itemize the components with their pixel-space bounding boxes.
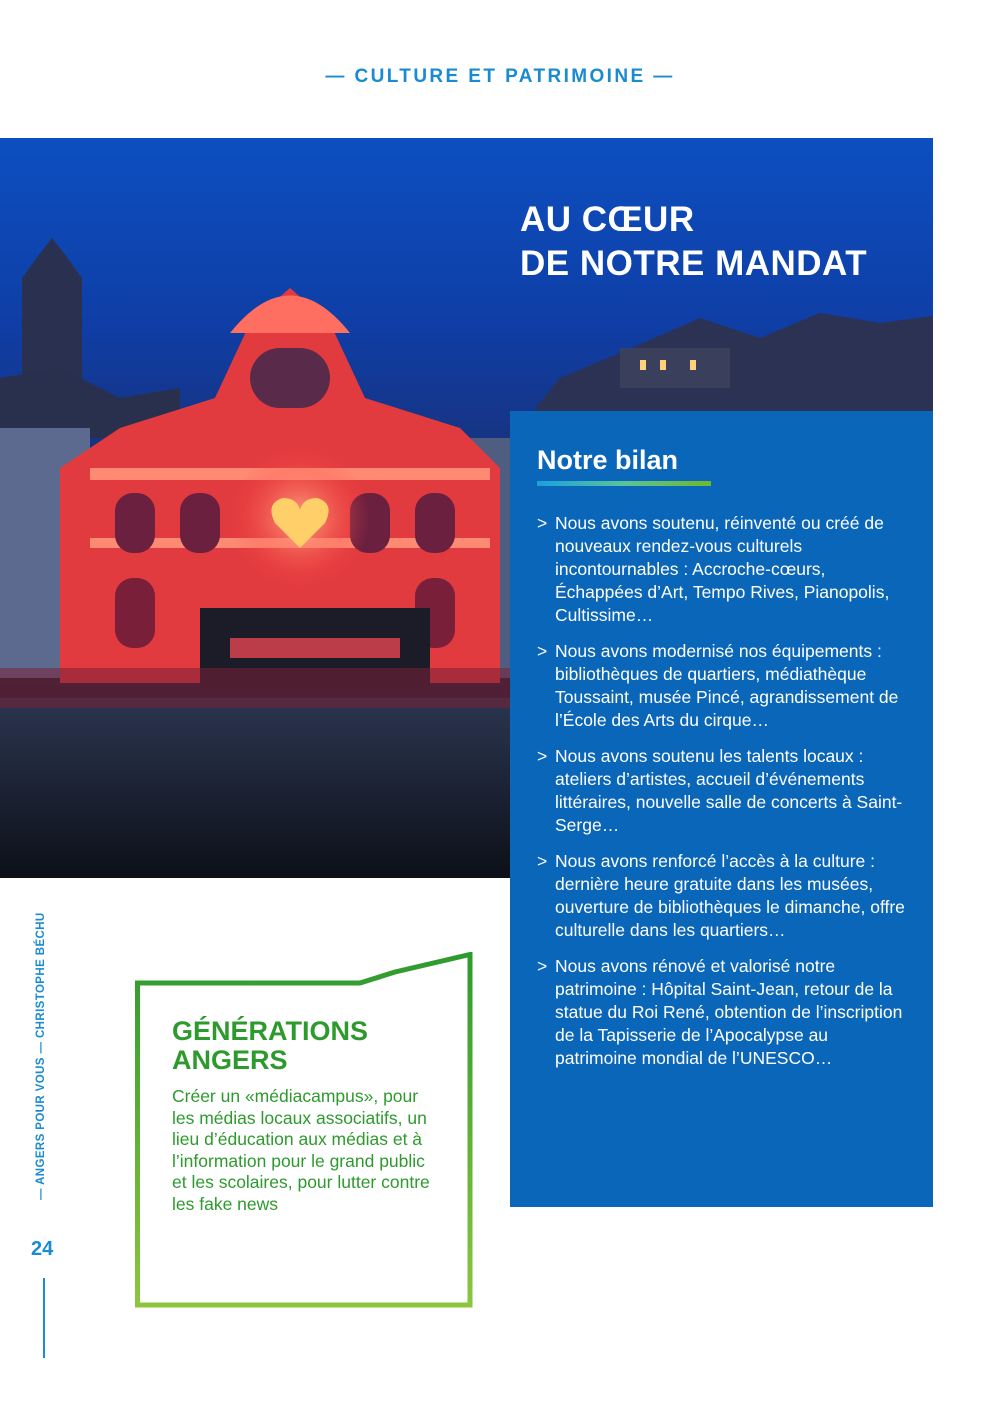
bilan-item: > Nous avons rénové et valorisé notre patrimoine : Hôpital Saint-Jean, retour de la statue du Roi René, obtention de l’inscription de la Tapisserie de l’Apocalypse au patrimoine mondial de l’UNESCO… xyxy=(537,956,903,1068)
bilan-item: > Nous avons soutenu, réinventé ou créé de nouveaux rendez-vous culturels incontournables : Accroche-cœurs, Échappées d’Art, Tempo Rives, Pianopolis, Cultissime… xyxy=(537,513,890,625)
bilan-panel xyxy=(510,411,933,1207)
bilan-item: > Nous avons modernisé nos équipements : bibliothèques de quartiers, médiathèque Toussaint, musée Pincé, agrandissement de l’École des Arts du cirque… xyxy=(537,641,899,730)
chevron-right-icon: > xyxy=(537,513,548,533)
bilan-underline xyxy=(537,481,711,486)
bilan-title: Notre bilan xyxy=(537,445,679,475)
chevron-right-icon: > xyxy=(537,641,548,661)
hero-title-line1: AU CŒUR xyxy=(520,200,695,239)
bilan-item: > Nous avons soutenu les talents locaux : ateliers d’artistes, accueil d’événements littéraires, nouvelle salle de concerts à Saint-Serge… xyxy=(537,746,903,835)
generations-title xyxy=(172,1017,368,1075)
hero-title-line2: DE NOTRE MANDAT xyxy=(520,244,868,283)
chevron-right-icon: > xyxy=(537,746,548,766)
chevron-right-icon: > xyxy=(537,956,548,976)
section-header: — CULTURE ET PATRIMOINE — xyxy=(325,66,675,87)
side-footer-text: — ANGERS POUR VOUS — CHRISTOPHE BÉCHU xyxy=(35,912,47,1200)
page-number: 24 xyxy=(31,1238,54,1260)
bilan-list xyxy=(537,512,911,1070)
hero-title xyxy=(520,198,867,286)
bilan-item: > Nous avons renforcé l’accès à la culture : dernière heure gratuite dans les musées, ouverture de bibliothèques le dimanche, offre culturelle dans les quartiers… xyxy=(537,851,905,940)
page-line-divider xyxy=(43,1278,45,1358)
cathedral-tower xyxy=(22,238,82,388)
generations-title-line2: ANGERS xyxy=(172,1045,288,1075)
crowd xyxy=(0,698,510,878)
generations-text: Créer un «médiacampus», pour les médias locaux associatifs, un lieu d’éducation aux médias et à l’information pour le grand public et les scolaires, pour lutter contre les fake news xyxy=(172,1086,430,1214)
generations-title-line1: GÉNÉRATIONS xyxy=(172,1016,369,1046)
chevron-right-icon: > xyxy=(537,851,548,871)
